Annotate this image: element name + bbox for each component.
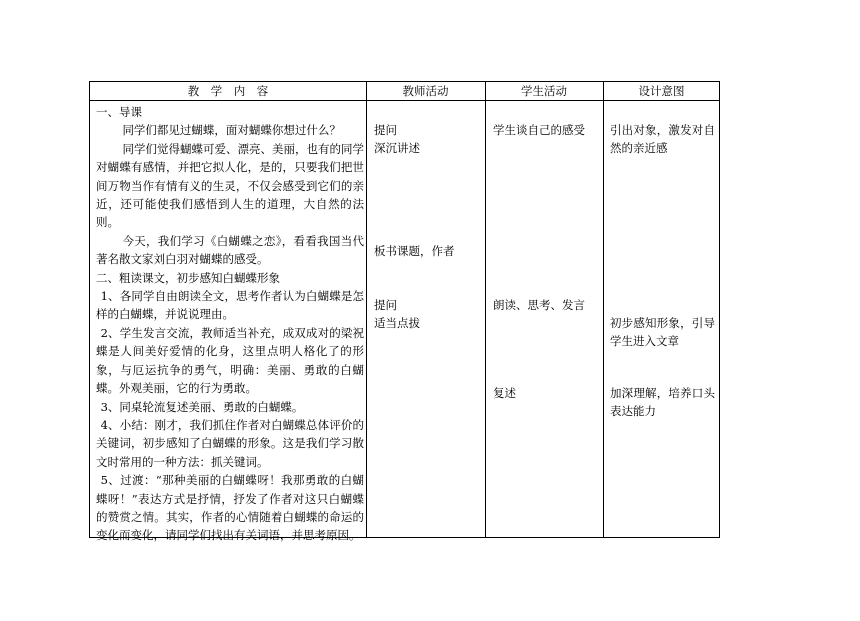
content-paragraph: 5、过渡：“那种美丽的白蝴蝶呀！我那勇敢的白蝴蝶呀！”表达方式是抒情，抒发了作者对这只白蝴蝶的赞赏之情。其实，作者的心情随着白蝴蝶的命运的变化而变化，请同学们找出有关词语，并思考原因。 (96, 473, 364, 543)
student-activity-column (493, 103, 601, 543)
student-activity-item: 朗读、思考、发言 (493, 298, 585, 312)
design-intent-column (610, 103, 715, 543)
content-paragraph: 3、同桌轮流复述美丽、勇敢的白蝴蝶。 (100, 399, 304, 414)
header-student-activity: 学生活动 (521, 84, 567, 98)
content-paragraph: 4、小结：刚才，我们抓住作者对白蝴蝶总体评价的关键词，初步感知了白蝴蝶的形象。这是我们学习散文时常用的一种方法：抓关键词。 (96, 417, 364, 469)
teacher-activity-item: 深沉讲述 (374, 141, 420, 155)
content-column (96, 103, 364, 545)
header-divider (90, 100, 719, 101)
content-paragraph: 今天，我们学习《白蝴蝶之恋》，看看我国当代著名散文家刘白羽对蝴蝶的感受。 (96, 233, 364, 267)
teacher-activity-item: 板书课题，作者 (374, 244, 455, 258)
design-intent-item: 引出对象，激发对自然的亲近感 (610, 123, 715, 156)
header-teacher-activity: 教师活动 (402, 84, 449, 98)
student-activity-item: 复述 (493, 386, 516, 400)
content-paragraph: 2、学生发言交流，教师适当补充，成双成对的梁祝蝶是人间美好爱情的化身，这里点明人格化了的形象，与厄运抗争的勇气，明确：美丽、勇敢的白蝴蝶。外观美丽，它的行为勇敢。 (96, 325, 364, 396)
header-content: 教 学 内 容 (187, 84, 269, 98)
header-design-intent: 设计意图 (638, 84, 685, 98)
content-paragraph: 同学们都见过蝴蝶，面对蝴蝶你想过什么？ (122, 123, 341, 138)
student-activity-item: 学生谈自己的感受 (493, 123, 585, 137)
column-divider (366, 82, 367, 537)
teacher-activity-column (374, 103, 482, 543)
design-intent-item: 加深理解，培养口头表达能力 (610, 386, 715, 419)
section-heading: 一、导课 (96, 105, 142, 119)
column-divider (485, 82, 486, 537)
teacher-activity-item: 提问 (374, 123, 397, 137)
teacher-activity-item: 提问 (374, 298, 397, 312)
content-paragraph: 同学们觉得蝴蝶可爱、漂亮、美丽，也有的同学对蝴蝶有感情，并把它拟人化，是的，只要我们把世间万物当作有情有义的生灵，不仅会感受到它们的亲近，还可能使我们感悟到人生的道理，大自然的法则。 (96, 141, 364, 230)
section-heading: 二、粗读课文，初步感知白蝴蝶形象 (96, 270, 280, 285)
design-intent-item: 初步感知形象，引导学生进入文章 (610, 316, 715, 349)
column-divider (603, 82, 604, 537)
lesson-plan-table (89, 81, 720, 543)
teacher-activity-item: 适当点拔 (374, 316, 420, 330)
content-paragraph: 1、各同学自由朗读全文，思考作者认为白蝴蝶是怎样的白蝴蝶，并说说理由。 (96, 289, 364, 322)
